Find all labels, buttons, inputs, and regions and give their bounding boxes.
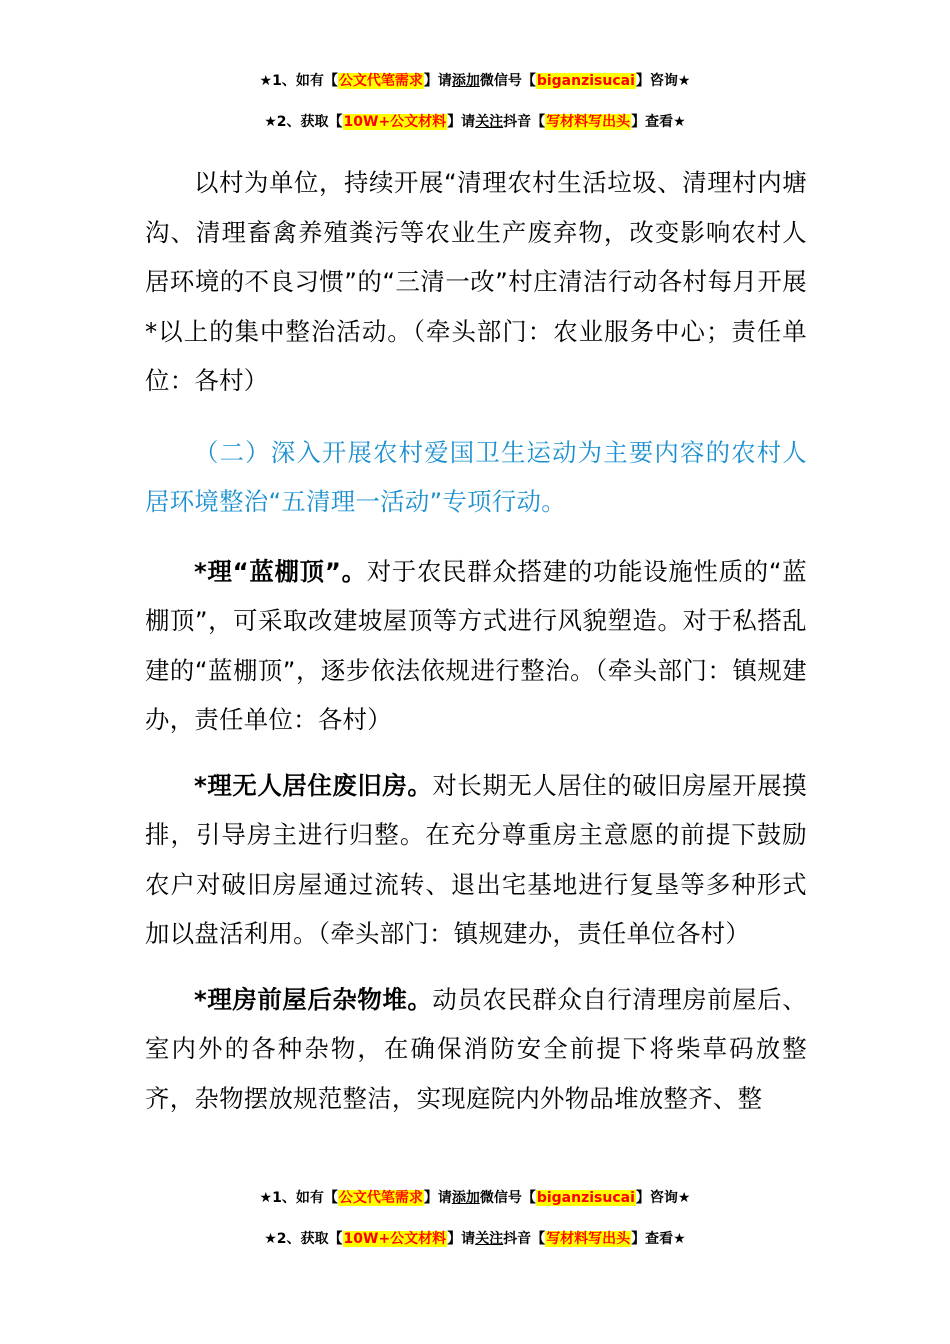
header-notice-line-1: ★1、如有【公文代笔需求】请添加微信号【biganzisucai】咨询★ — [259, 73, 691, 89]
highlight-service: 公文代笔需求 — [338, 1190, 423, 1206]
section-heading: （二）深入开展农村爱国卫生运动为主要内容的农村人居环境整治“五清理一活动”专项行动。 — [145, 437, 807, 516]
highlight-douyin-account: 写材料写出头 — [546, 1231, 631, 1247]
highlight-materials: 10W+公文材料 — [343, 1231, 447, 1247]
highlight-douyin-account: 写材料写出头 — [546, 114, 631, 130]
paragraph-three-clean-one-change: 以村为单位，持续开展“清理农村生活垃圾、清理村内塘沟、清理畜禽养殖粪污等农业生产废弃物，改变影响农村人居环境的不良习惯”的“三清一改”村庄清洁行动各村每月开展*以上的集中整治活动。（牵头部门：农业服务中心；责任单位：各村） — [145, 168, 807, 395]
highlight-wechat-id: biganzisucai — [536, 73, 635, 89]
item-title: *理“蓝棚顶”。 — [194, 556, 367, 586]
footer-notice-line-1: ★1、如有【公文代笔需求】请添加微信号【biganzisucai】咨询★ — [259, 1190, 691, 1206]
document-body — [145, 158, 807, 1123]
highlight-wechat-id: biganzisucai — [536, 1190, 635, 1206]
paragraph-debris-piles: *理房前屋后杂物堆。动员农民群众自行清理房前屋后、室内外的各种杂物，在确保消防安全前提下将柴草码放整齐，杂物摆放规范整洁，实现庭院内外物品堆放整齐、整 — [145, 984, 807, 1113]
footer-notice-line-2: ★2、获取【10W+公文材料】请关注抖音【写材料写出头】查看★ — [264, 1231, 686, 1247]
paragraph-blue-roof: *理“蓝棚顶”。对于农民群众搭建的功能设施性质的“蓝棚顶”，可采取改建坡屋顶等方式进行风貌塑造。对于私搭乱建的“蓝棚顶”，逐步依法依规进行整治。（牵头部门：镇规建办，责任单位：各村） — [145, 556, 807, 734]
header-notice-line-2: ★2、获取【10W+公文材料】请关注抖音【写材料写出头】查看★ — [264, 114, 686, 130]
highlight-service: 公文代笔需求 — [338, 73, 423, 89]
paragraph-abandoned-houses: *理无人居住废旧房。对长期无人居住的破旧房屋开展摸排，引导房主进行归整。在充分尊重房主意愿的前提下鼓励农户对破旧房屋通过流转、退出宅基地进行复垦等多种形式加以盘活利用。（牵头部门：镇规建办，责任单位各村） — [145, 770, 807, 948]
item-title: *理房前屋后杂物堆。 — [194, 984, 433, 1014]
item-title: *理无人居住废旧房。 — [194, 770, 433, 800]
highlight-materials: 10W+公文材料 — [343, 114, 447, 130]
